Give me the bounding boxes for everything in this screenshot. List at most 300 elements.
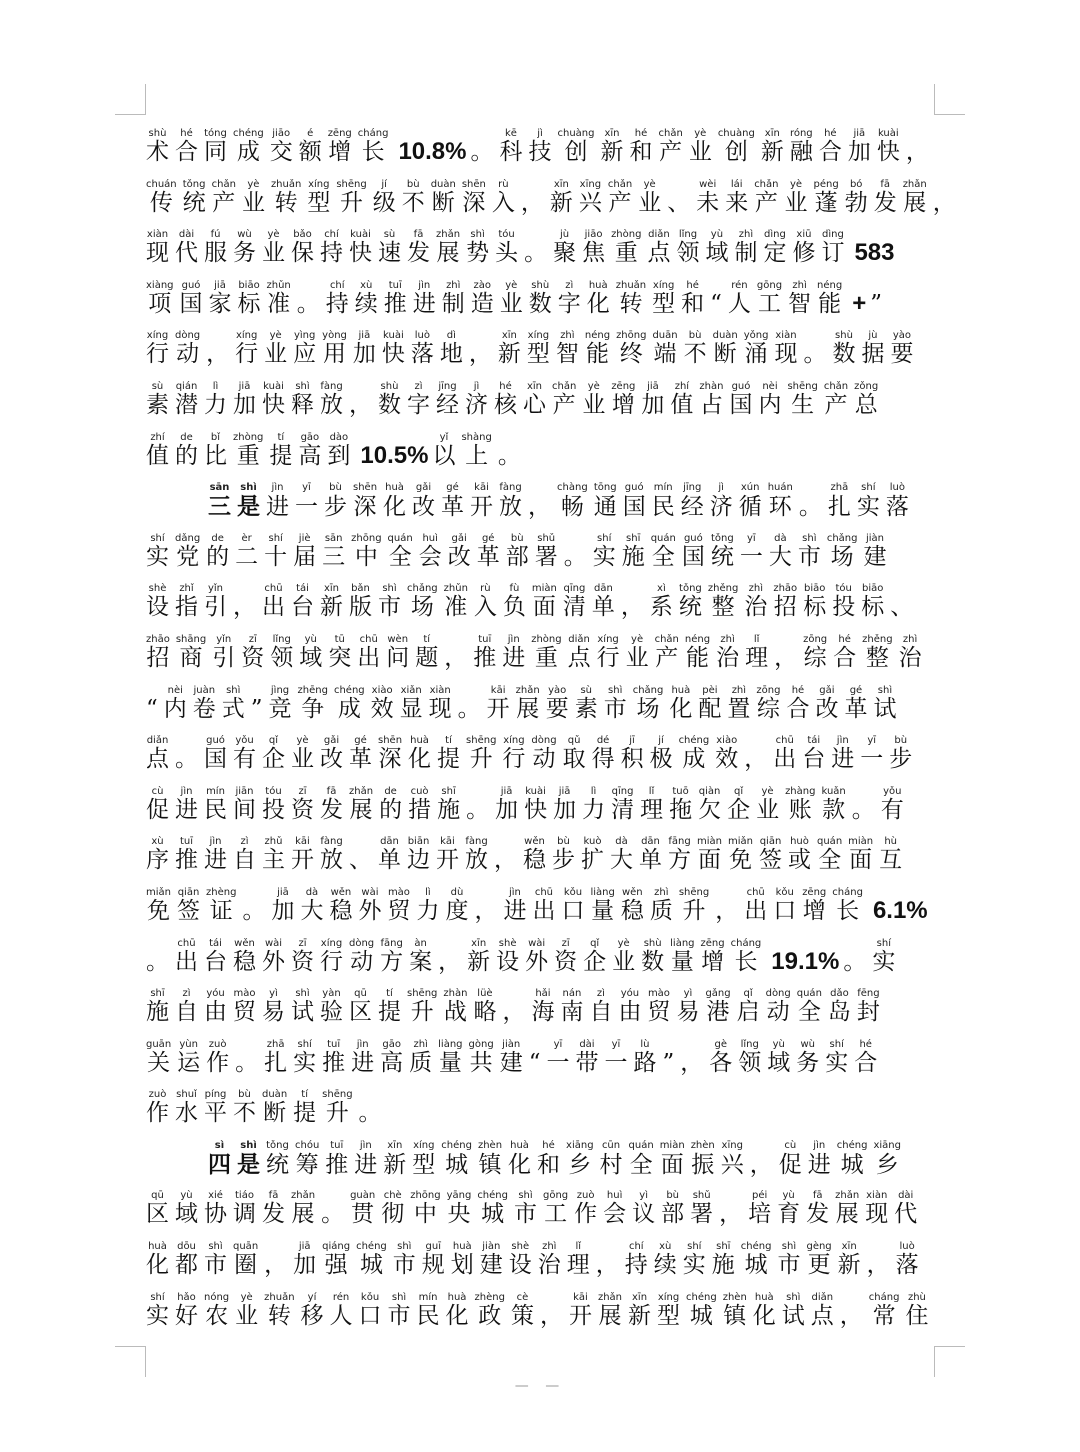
- annotated-character: ，: [528, 494, 551, 520]
- pinyin: chǎn: [658, 128, 683, 139]
- pinyin: dà: [300, 886, 324, 898]
- text-line: [146, 128, 936, 179]
- pinyin: tí: [415, 633, 439, 645]
- pinyin: liàng: [590, 886, 615, 898]
- pinyin: dài: [175, 229, 198, 241]
- pinyin: lǐ: [566, 1241, 590, 1253]
- pinyin: diǎn: [146, 735, 169, 747]
- annotated-character: 革gé: [349, 735, 372, 773]
- annotated-character: 产chǎn: [211, 178, 236, 216]
- annotated-character: 问wèn: [386, 633, 410, 671]
- pinyin: péi: [748, 1190, 772, 1202]
- pinyin: [233, 583, 256, 594]
- pinyin: zì: [407, 380, 430, 392]
- annotated-character: 数shù: [832, 330, 856, 368]
- pinyin: kuài: [262, 380, 285, 392]
- annotated-character: 行xíng: [235, 330, 259, 368]
- annotated-character: 额é: [298, 128, 322, 165]
- annotated-character: 现xiàn: [865, 1190, 889, 1228]
- pinyin: yī: [860, 735, 884, 747]
- annotated-character: 创chuàng: [557, 128, 595, 165]
- pinyin: yùn: [177, 1038, 201, 1050]
- pinyin: [596, 1241, 619, 1252]
- annotated-character: 建jiàn: [499, 1038, 523, 1076]
- pinyin: mín: [651, 482, 675, 494]
- pinyin: [264, 1241, 287, 1252]
- annotated-character: 企qǐ: [262, 735, 285, 773]
- pinyin: zhù: [905, 1291, 929, 1303]
- annotated-character: 易yì: [676, 988, 700, 1026]
- annotated-character: 发fā: [262, 1190, 285, 1228]
- annotated-character: 大dà: [610, 836, 633, 874]
- annotated-character: 度dù: [445, 886, 469, 924]
- annotated-character: 进jìn: [831, 735, 855, 773]
- pinyin: hé: [833, 633, 857, 645]
- pinyin: jìn: [503, 886, 527, 898]
- pinyin: shēng: [787, 380, 818, 392]
- pinyin: tái: [802, 735, 826, 747]
- pinyin: zì: [557, 279, 581, 291]
- pinyin: xíng: [502, 735, 526, 747]
- text-line: [146, 1190, 936, 1241]
- annotated-character: 调tiáo: [233, 1190, 256, 1228]
- pinyin: guó: [622, 482, 646, 494]
- annotated-character: 部bù: [505, 532, 529, 570]
- annotated-character: 落luò: [895, 1241, 919, 1279]
- text-line: [146, 229, 936, 280]
- pinyin: zhēng: [297, 684, 328, 696]
- pinyin: zhèn: [477, 1139, 503, 1151]
- pinyin: luò: [410, 330, 434, 342]
- pinyin: tóu: [832, 583, 856, 595]
- pinyin: zhǔn: [443, 583, 468, 595]
- annotated-character: ”: [870, 291, 882, 317]
- annotated-character: 中zhōng: [410, 1190, 441, 1228]
- pinyin: chéng: [477, 1190, 508, 1202]
- annotated-character: 扎zhā: [827, 482, 851, 521]
- pinyin: shēn: [461, 178, 486, 190]
- annotated-character: 通tōng: [593, 482, 617, 521]
- annotated-character: 贯guàn: [350, 1190, 376, 1228]
- pinyin: [529, 1039, 541, 1050]
- annotated-character: 单dān: [639, 836, 662, 874]
- annotated-character: 量liàng: [590, 886, 615, 924]
- pinyin: quān: [233, 1241, 259, 1253]
- pinyin: zhuǎn: [270, 178, 302, 190]
- annotated-character: 式shì: [221, 684, 245, 722]
- annotated-character: 育yù: [777, 1190, 801, 1228]
- pinyin: [444, 634, 467, 645]
- annotated-character: 转zhuǎn: [615, 279, 647, 317]
- pinyin: qǐ: [262, 735, 285, 747]
- annotated-character: 规guī: [421, 1241, 445, 1279]
- annotated-character: 免miǎn: [146, 886, 171, 924]
- annotated-character: 划huà: [450, 1241, 474, 1279]
- pinyin: shì: [204, 1241, 227, 1253]
- annotated-character: 封fēng: [856, 988, 880, 1026]
- annotated-character: 农nóng: [204, 1291, 230, 1329]
- annotated-character: ，: [474, 898, 497, 924]
- annotated-character: 内nèi: [758, 380, 782, 418]
- text-line: [146, 583, 936, 634]
- pinyin: zhōng: [616, 330, 647, 342]
- pinyin: lì: [582, 785, 606, 797]
- pinyin: shí: [682, 1241, 706, 1253]
- annotated-character: 有yǒu: [880, 785, 904, 823]
- annotated-character: 由yóu: [618, 988, 642, 1026]
- annotated-character: 定dìng: [763, 229, 787, 267]
- annotated-character: 业yè: [264, 330, 288, 368]
- annotated-character: 一yī: [604, 1038, 628, 1076]
- pinyin: quán: [817, 836, 843, 848]
- annotated-character: 统tǒng: [710, 532, 734, 570]
- annotated-character: 施shī: [146, 988, 169, 1026]
- pinyin: cù: [146, 785, 169, 797]
- annotated-character: ，: [719, 1201, 742, 1227]
- pinyin: zhèn: [722, 1291, 747, 1303]
- annotated-character: 化huà: [669, 684, 693, 722]
- pinyin: gǎi: [412, 482, 436, 494]
- pinyin: qǐ: [727, 785, 751, 797]
- annotated-character: 步bù: [552, 836, 575, 874]
- pinyin: biān: [407, 836, 430, 848]
- annotated-character: 素sù: [574, 684, 598, 722]
- annotated-character: 型xíng: [652, 279, 676, 317]
- annotated-character: 用yòng: [322, 330, 347, 368]
- pinyin: huà: [508, 1139, 532, 1151]
- annotated-character: 签qiān: [759, 836, 782, 874]
- annotated-character: 取qǔ: [562, 735, 586, 773]
- annotated-character: 一yī: [546, 1038, 570, 1076]
- annotated-character: 持chí: [624, 1241, 648, 1279]
- annotated-character: 市shì: [603, 684, 627, 722]
- annotated-character: 三sān: [322, 532, 346, 570]
- emphasis-character: 是shì: [237, 482, 260, 521]
- pinyin: chí: [320, 229, 343, 241]
- pinyin: xiū: [792, 229, 816, 241]
- pinyin: diǎn: [810, 1291, 834, 1303]
- annotated-character: 筹chóu: [295, 1139, 320, 1178]
- annotated-character: 点diǎn: [567, 633, 591, 671]
- annotated-character: 的de: [175, 431, 198, 469]
- annotated-character: 拖tuō: [669, 785, 693, 823]
- figure-value: 6.1%: [872, 896, 928, 924]
- pinyin: fā: [262, 1190, 285, 1202]
- pinyin: zhǔ: [262, 836, 285, 848]
- annotated-character: 。: [297, 291, 320, 317]
- crop-mark-bottom-left: [115, 1346, 146, 1377]
- annotated-character: 升shēng: [678, 886, 710, 924]
- annotated-character: 投tóu: [262, 785, 285, 823]
- pinyin: é: [298, 128, 322, 139]
- pinyin: duàn: [262, 1089, 288, 1101]
- pinyin: [528, 482, 551, 493]
- annotated-character: 带dài: [575, 1038, 599, 1076]
- annotated-character: 长cháng: [357, 128, 389, 165]
- annotated-character: 化huà: [752, 1291, 776, 1329]
- annotated-character: 业yè: [612, 937, 636, 975]
- pinyin: lái: [725, 178, 749, 190]
- annotated-character: 台tái: [204, 937, 227, 975]
- pinyin: tuī: [473, 633, 497, 645]
- annotated-character: 济jì: [465, 380, 488, 418]
- pinyin: nèi: [163, 684, 187, 696]
- annotated-character: 城chéng: [740, 1241, 772, 1279]
- annotated-character: 移yí: [300, 1291, 324, 1329]
- pinyin: jiāo: [269, 128, 293, 139]
- pinyin: yóu: [618, 988, 642, 1000]
- annotated-character: 头tóu: [495, 229, 519, 267]
- annotated-character: 行xíng: [146, 330, 169, 368]
- annotated-character: ，: [596, 1252, 619, 1278]
- annotated-character: 总zǒng: [854, 380, 879, 418]
- annotated-character: 业yè: [499, 279, 523, 317]
- pinyin: shè: [496, 937, 520, 949]
- pinyin: shì: [291, 988, 314, 1000]
- pinyin: zhàn: [443, 988, 468, 1000]
- pinyin: [359, 1089, 382, 1100]
- annotated-character: 业yè: [756, 785, 780, 823]
- annotated-character: 项xiàng: [146, 279, 174, 317]
- annotated-character: 合hé: [818, 128, 842, 165]
- annotated-character: 占zhàn: [699, 380, 724, 418]
- pinyin: xíng: [307, 178, 331, 190]
- pinyin: xīn: [497, 330, 521, 342]
- annotated-character: 治zhì: [716, 633, 740, 671]
- annotated-character: 。: [498, 443, 521, 469]
- annotated-character: 勃bó: [844, 178, 868, 216]
- text-line: [146, 381, 936, 432]
- pinyin: bù: [505, 532, 529, 544]
- annotated-character: 乡xiāng: [873, 1139, 901, 1178]
- pinyin: [349, 381, 372, 392]
- pinyin: tǒng: [710, 532, 734, 544]
- annotated-character: 经jīng: [680, 482, 704, 521]
- annotated-character: 市shì: [378, 583, 401, 621]
- pinyin: juàn: [192, 684, 216, 696]
- annotated-character: 不bù: [683, 330, 707, 368]
- pinyin: fēng: [856, 988, 880, 1000]
- annotated-character: 题tí: [415, 633, 439, 671]
- pinyin: kāi: [568, 1291, 592, 1303]
- pinyin: xīn: [383, 1139, 407, 1151]
- annotated-character: 海hǎi: [531, 988, 555, 1026]
- pinyin: wù: [233, 229, 256, 241]
- pinyin: yào: [545, 684, 569, 696]
- pinyin: [799, 482, 822, 493]
- pinyin: [466, 786, 489, 797]
- pinyin: [540, 1292, 563, 1303]
- pinyin: zì: [233, 836, 256, 848]
- annotated-character: ，: [494, 847, 517, 873]
- pinyin: chū: [357, 633, 381, 645]
- pinyin: jiā: [641, 380, 665, 392]
- pinyin: [297, 280, 320, 291]
- annotated-character: 断duàn: [430, 178, 456, 216]
- pinyin: chè: [381, 1190, 405, 1202]
- annotated-character: ，: [444, 645, 467, 671]
- annotated-character: 资zī: [554, 937, 578, 975]
- pinyin: shí: [592, 532, 616, 544]
- annotated-character: 中zhōng: [351, 532, 382, 570]
- annotated-character: 款kuǎn: [821, 785, 846, 823]
- annotated-character: 值zhí: [146, 431, 169, 469]
- annotated-character: 续xù: [354, 279, 378, 317]
- annotated-character: 企qǐ: [727, 785, 751, 823]
- annotated-character: 会huì: [603, 1190, 627, 1228]
- text-line: [146, 482, 936, 533]
- pinyin: zhǎn: [349, 785, 374, 797]
- pinyin: èr: [235, 532, 259, 544]
- annotated-character: 会huì: [418, 532, 442, 570]
- pinyin: yè: [291, 735, 314, 747]
- pinyin: bù: [324, 482, 347, 494]
- pinyin: hù: [879, 836, 903, 848]
- pinyin: lüè: [473, 988, 497, 1000]
- pinyin: chǎn: [654, 633, 679, 645]
- annotated-character: 央yāng: [446, 1190, 472, 1228]
- annotated-character: 竞jìng: [268, 684, 292, 722]
- annotated-character: 深shēn: [461, 178, 486, 216]
- annotated-character: 新xīn: [600, 128, 624, 165]
- annotated-character: 城chéng: [441, 1139, 472, 1178]
- annotated-character: 水shuǐ: [175, 1089, 198, 1127]
- pinyin: fàng: [320, 836, 343, 848]
- annotated-character: 市shì: [204, 1241, 227, 1279]
- annotated-character: 全quán: [387, 532, 413, 570]
- annotated-character: 单dān: [591, 583, 615, 621]
- pinyin: shí: [146, 532, 169, 544]
- pinyin: kuò: [581, 836, 604, 848]
- pinyin: wèn: [386, 633, 410, 645]
- annotated-character: 领lǐng: [270, 633, 294, 671]
- pinyin: kuài: [524, 785, 548, 797]
- annotated-character: 领lǐng: [676, 229, 700, 267]
- annotated-character: 自zì: [175, 988, 198, 1026]
- pinyin: jìng: [268, 684, 292, 696]
- pinyin: wèi: [696, 178, 720, 190]
- annotated-character: 快kuài: [524, 785, 548, 823]
- pinyin: tái: [204, 937, 227, 949]
- annotated-character: 业yè: [784, 178, 808, 216]
- pinyin: tǒng: [678, 583, 702, 595]
- annotated-character: 改gǎi: [447, 532, 471, 570]
- pinyin: lǐ: [640, 785, 664, 797]
- annotated-character: 科kē: [499, 128, 523, 165]
- annotated-character: 新xīn: [383, 1139, 407, 1178]
- pinyin: pèi: [698, 684, 722, 696]
- pinyin: xíng: [526, 330, 550, 342]
- pinyin: duān: [652, 330, 678, 342]
- annotated-character: 企qǐ: [583, 937, 607, 975]
- pinyin: jìn: [351, 1038, 375, 1050]
- annotated-character: 扎zhā: [264, 1038, 288, 1076]
- pinyin: xīn: [760, 128, 784, 139]
- annotated-character: 要yào: [890, 330, 914, 368]
- annotated-character: 兴xīng: [720, 1139, 744, 1178]
- pinyin: tǒng: [182, 178, 206, 190]
- pinyin: xì: [649, 583, 673, 595]
- pinyin: dé: [591, 735, 615, 747]
- annotated-character: 智zhì: [788, 279, 812, 317]
- pinyin: bù: [233, 1089, 256, 1101]
- annotated-character: 单dān: [378, 836, 401, 874]
- annotated-character: ，: [264, 1252, 287, 1278]
- pinyin: tóng: [204, 128, 227, 139]
- annotated-character: 速sù: [378, 229, 401, 267]
- pinyin: jiā: [847, 128, 871, 139]
- annotated-character: 进jìn: [503, 886, 527, 924]
- annotated-character: 点diǎn: [647, 229, 671, 267]
- pinyin: zào: [470, 279, 494, 291]
- annotated-character: 出chū: [532, 886, 556, 924]
- pinyin: [469, 330, 492, 341]
- annotated-character: 新xīn: [320, 583, 343, 621]
- pinyin: shì: [387, 1291, 411, 1303]
- annotated-character: 常cháng: [868, 1291, 900, 1329]
- annotated-character: 账zhàng: [785, 785, 816, 823]
- annotated-character: 有yǒu: [233, 735, 256, 773]
- annotated-character: 化huà: [408, 735, 432, 773]
- annotated-character: 放fàng: [320, 380, 343, 418]
- pinyin: jiā: [293, 1241, 317, 1253]
- annotated-character: 业yè: [638, 178, 662, 216]
- annotated-character: 经jīng: [436, 380, 459, 418]
- pinyin: nán: [560, 988, 584, 1000]
- pinyin: huì: [603, 1190, 627, 1202]
- pinyin: miǎn: [728, 836, 753, 848]
- pinyin: zī: [554, 937, 578, 949]
- pinyin: cè: [510, 1291, 534, 1303]
- pinyin: jì: [465, 380, 488, 392]
- annotated-character: 生shēng: [787, 380, 818, 418]
- text-line: [146, 1039, 936, 1090]
- pinyin: qǐ: [583, 937, 607, 949]
- annotated-character: 型xíng: [657, 1291, 681, 1329]
- pinyin: qiáng: [322, 1241, 351, 1253]
- pinyin: lì: [416, 886, 440, 898]
- annotated-character: 整zhěng: [707, 583, 739, 621]
- annotated-character: 署shǔ: [534, 532, 558, 570]
- annotated-character: 施shī: [437, 785, 461, 823]
- annotated-character: 实shí: [856, 482, 880, 521]
- pinyin: chū: [532, 886, 556, 898]
- pinyin: zuò: [206, 1038, 230, 1050]
- pinyin: jiàn: [863, 532, 887, 544]
- pinyin: cháng: [357, 128, 389, 139]
- pinyin: jìn: [807, 1139, 831, 1151]
- annotated-character: 终zhōng: [616, 330, 647, 368]
- annotated-character: 域yù: [767, 1038, 791, 1076]
- annotated-character: 面miàn: [659, 1139, 685, 1178]
- pinyin: zhāo: [773, 583, 798, 595]
- pinyin: yè: [235, 1291, 259, 1303]
- annotated-character: 步bù: [889, 735, 913, 773]
- pinyin: jiàn: [499, 1038, 523, 1050]
- annotated-character: 开kāi: [291, 836, 314, 874]
- annotated-character: 到dào: [327, 431, 351, 469]
- pinyin: lù: [633, 1038, 657, 1050]
- pinyin: qīng: [562, 583, 586, 595]
- pinyin: zhèn: [690, 1139, 715, 1151]
- pinyin: kāi: [470, 482, 494, 494]
- annotated-character: 展zhǎn: [835, 1190, 860, 1228]
- figure-value: +: [852, 289, 867, 317]
- pinyin: gé: [349, 735, 372, 747]
- pinyin: dì: [439, 330, 463, 342]
- annotated-character: 动dòng: [175, 330, 201, 368]
- pinyin: néng: [817, 279, 843, 291]
